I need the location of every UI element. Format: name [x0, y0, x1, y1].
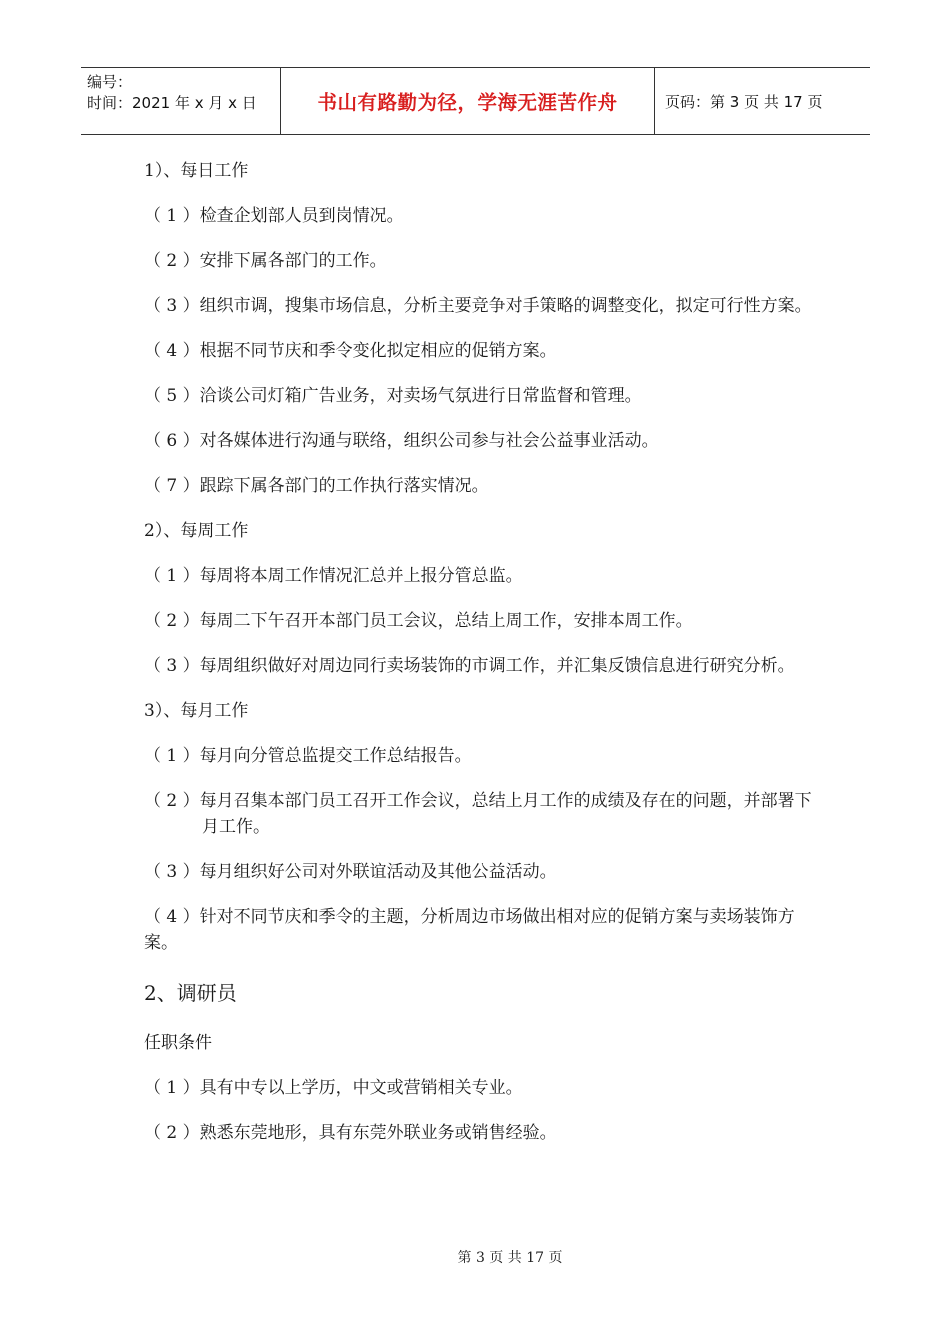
list-item: （ 5 ）洽谈公司灯箱广告业务，对卖场气氛进行日常监督和管理。 — [144, 386, 642, 406]
list-item: （ 1 ）检查企划部人员到岗情况。 — [144, 206, 404, 226]
page-footer: 第 3 页 共 17 页 — [457, 1250, 563, 1266]
list-item: （ 7 ）跟踪下属各部门的工作执行落实情况。 — [144, 476, 489, 496]
header-meta — [81, 68, 281, 134]
list-item: （ 6 ）对各媒体进行沟通与联络，组织公司参与社会公益事业活动。 — [144, 431, 659, 451]
list-item: （ 3 ）每月组织好公司对外联谊活动及其他公益活动。 — [144, 862, 557, 882]
header-motto: 书山有路勤为径，学海无涯苦作舟 — [281, 68, 655, 134]
list-item: （ 2 ）每月召集本部门员工召开工作会议，总结上月工作的成绩及存在的问题，并部署下月工作。 — [144, 791, 812, 837]
list-item: （ 2 ）安排下属各部门的工作。 — [144, 251, 387, 271]
list-item: （ 2 ）每周二下午召开本部门员工会议，总结上周工作，安排本周工作。 — [144, 611, 693, 631]
list-item: （ 1 ）具有中专以上学历，中文或营销相关专业。 — [144, 1078, 523, 1098]
list-item: （ 1 ）每周将本周工作情况汇总并上报分管总监。 — [144, 566, 523, 586]
weekly-work-title: 2）、每周工作 — [144, 521, 249, 541]
document-date: 时间：2021 年 x 月 x 日 — [87, 94, 257, 112]
requirements-title: 任职条件 — [144, 1033, 212, 1053]
document-number-label: 编号： — [87, 73, 133, 91]
list-item: （ 4 ）根据不同节庆和季令变化拟定相应的促销方案。 — [144, 341, 557, 361]
header-page-info: 页码：第 3 页 共 17 页 — [665, 92, 823, 111]
monthly-work-title: 3）、每月工作 — [144, 701, 249, 721]
list-item: （ 2 ）熟悉东莞地形，具有东莞外联业务或销售经验。 — [144, 1123, 557, 1143]
daily-work-title: 1）、每日工作 — [144, 161, 249, 181]
list-item: （ 1 ）每月向分管总监提交工作总结报告。 — [144, 746, 472, 766]
document-header — [81, 67, 870, 135]
list-item: （ 4 ）针对不同节庆和季令的主题，分析周边市场做出相对应的促销方案与卖场装饰方案。 — [144, 907, 795, 953]
list-item: （ 3 ）每周组织做好对周边同行卖场装饰的市调工作，并汇集反馈信息进行研究分析。 — [144, 656, 795, 676]
section-heading: 2、调研员 — [144, 981, 237, 1005]
list-item: （ 3 ）组织市调，搜集市场信息，分析主要竞争对手策略的调整变化，拟定可行性方案。 — [144, 296, 812, 316]
document-body — [144, 158, 824, 1146]
